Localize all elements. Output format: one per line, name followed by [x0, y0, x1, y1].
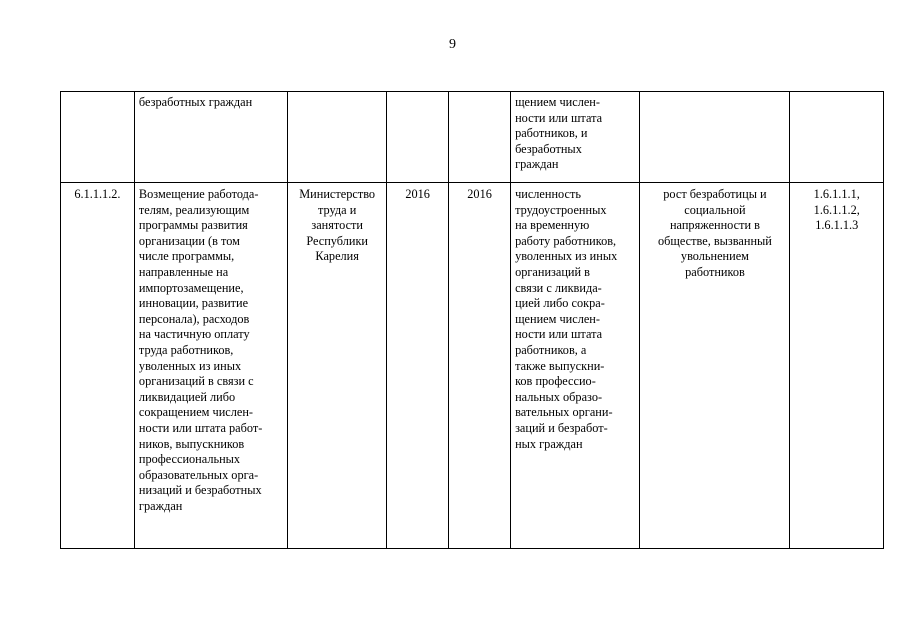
end-year-cell: 2016	[449, 183, 511, 549]
executor-cell	[288, 92, 387, 183]
start-year-cell: 2016	[387, 183, 449, 549]
page-number: 9	[449, 37, 456, 52]
measure-description-cell: безработных граждан	[134, 92, 287, 183]
table-row	[61, 183, 884, 549]
table-row	[61, 92, 884, 183]
measure-code-cell	[61, 92, 135, 183]
measures-table	[60, 91, 884, 549]
expected-result-cell: щением числен- ности или штата работников, и безработных граждан	[511, 92, 640, 183]
measure-description-cell: Возмещение работода- телям, реализующим программы развития организации (в том числе программы, направленные на импортозамещение, инновации, развитие персонала), расходов на частичную оплату труда работников, уволенных из иных организаций в связи с ликвидацией либо сокращением числен- ности или штата работ- ников, выпускников профессиональных образовательных орга- низаций и безработных граждан	[134, 183, 287, 549]
consequences-cell	[640, 92, 790, 183]
start-year-cell	[387, 92, 449, 183]
expected-result-cell: численность трудоустроенных на временную работу работников, уволенных из иных организаций в связи с ликвида- цией либо сокра- щением числен- ности или штата работников, а также выпускни- ков профессио- нальных образо- вательных органи- заций и безработ- ных граждан	[511, 183, 640, 549]
consequences-cell: рост безработицы и социальной напряженности в обществе, вызванный увольнением работников	[640, 183, 790, 549]
measure-code-cell: 6.1.1.1.2.	[61, 183, 135, 549]
end-year-cell	[449, 92, 511, 183]
executor-cell: Министерство труда и занятости Республики Карелия	[288, 183, 387, 549]
indicators-cell: 1.6.1.1.1, 1.6.1.1.2, 1.6.1.1.3	[790, 183, 884, 549]
indicators-cell	[790, 92, 884, 183]
